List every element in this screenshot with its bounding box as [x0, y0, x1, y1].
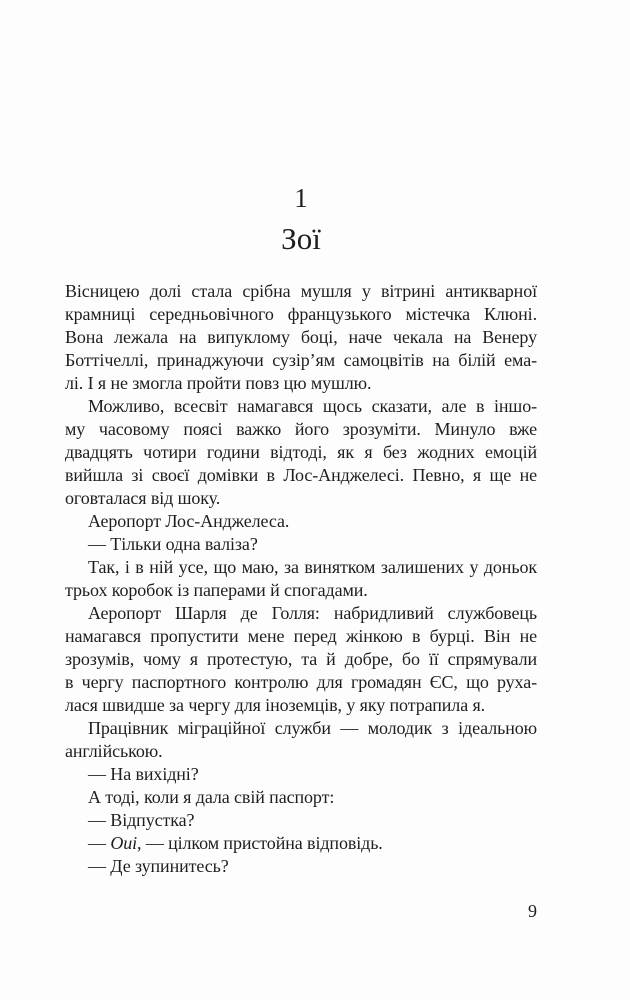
- body-text: [65, 280, 537, 878]
- text-line: лася швидше за чергу для іноземців, у яку потрапила я.: [65, 695, 486, 715]
- text-segment: , — цілком пристойна відповідь.: [137, 833, 383, 853]
- italic-text-segment: Oui: [110, 833, 138, 853]
- chapter-number: 1: [294, 183, 308, 213]
- text-line: Так, і в ній усе, що маю, за винятком залишених у доньок: [88, 557, 537, 577]
- text-line: Аеропорт Лос-Анджелеса.: [88, 511, 290, 531]
- text-line: Аеропорт Шарля де Голля: набридливий службовець: [88, 603, 537, 623]
- text-line: [65, 832, 537, 855]
- text-line: двадцять чотири години відтоді, як я без жодних емоцій: [65, 442, 537, 462]
- text-line: Вісницею долі стала срібна мушля у вітрині антикварної: [65, 281, 537, 301]
- text-line: — Де зупинитесь?: [88, 856, 229, 876]
- text-line: Вона лежала на випуклому боці, наче чекала на Венеру: [65, 327, 537, 347]
- text-line: англійською.: [65, 741, 163, 761]
- text-line: Можливо, всесвіт намагався щось сказати, але в іншо-: [88, 396, 537, 416]
- text-line: намагався пропустити мене перед жінкою в бурці. Він не: [65, 626, 537, 646]
- text-line: оговталася від шоку.: [65, 488, 221, 508]
- chapter-title: Зої: [281, 221, 321, 256]
- text-line: Боттічеллі, принаджуючи сузір’ям самоцвітів на білій ема-: [65, 350, 537, 370]
- text-line: в чергу паспортного контролю для громадян ЄС, що руха-: [65, 672, 537, 692]
- text-line: А тоді, коли я дала свій паспорт:: [88, 787, 335, 807]
- text-line: — На вихідні?: [88, 764, 199, 784]
- text-line: зрозумів, чому я протестую, та й добре, бо її спрямували: [65, 649, 537, 669]
- text-segment: —: [88, 833, 111, 853]
- text-line: вийшла зі своєї домівки в Лос-Анджелесі. Певно, я ще не: [65, 465, 537, 485]
- text-line: крамниці середньовічного французького містечка Клюні.: [65, 304, 537, 324]
- page-number: 9: [528, 901, 537, 921]
- text-line: — Тільки одна валіза?: [88, 534, 258, 554]
- text-line: лі. І я не змогла пройти повз цю мушлю.: [65, 373, 372, 393]
- text-line: трьох коробок із паперами й спогадами.: [65, 580, 368, 600]
- text-line: му часовому поясі важко його зрозуміти. Минуло вже: [65, 419, 537, 439]
- text-line: Працівник міграційної служби — молодик з ідеальною: [88, 718, 537, 738]
- text-line: — Відпустка?: [88, 810, 195, 830]
